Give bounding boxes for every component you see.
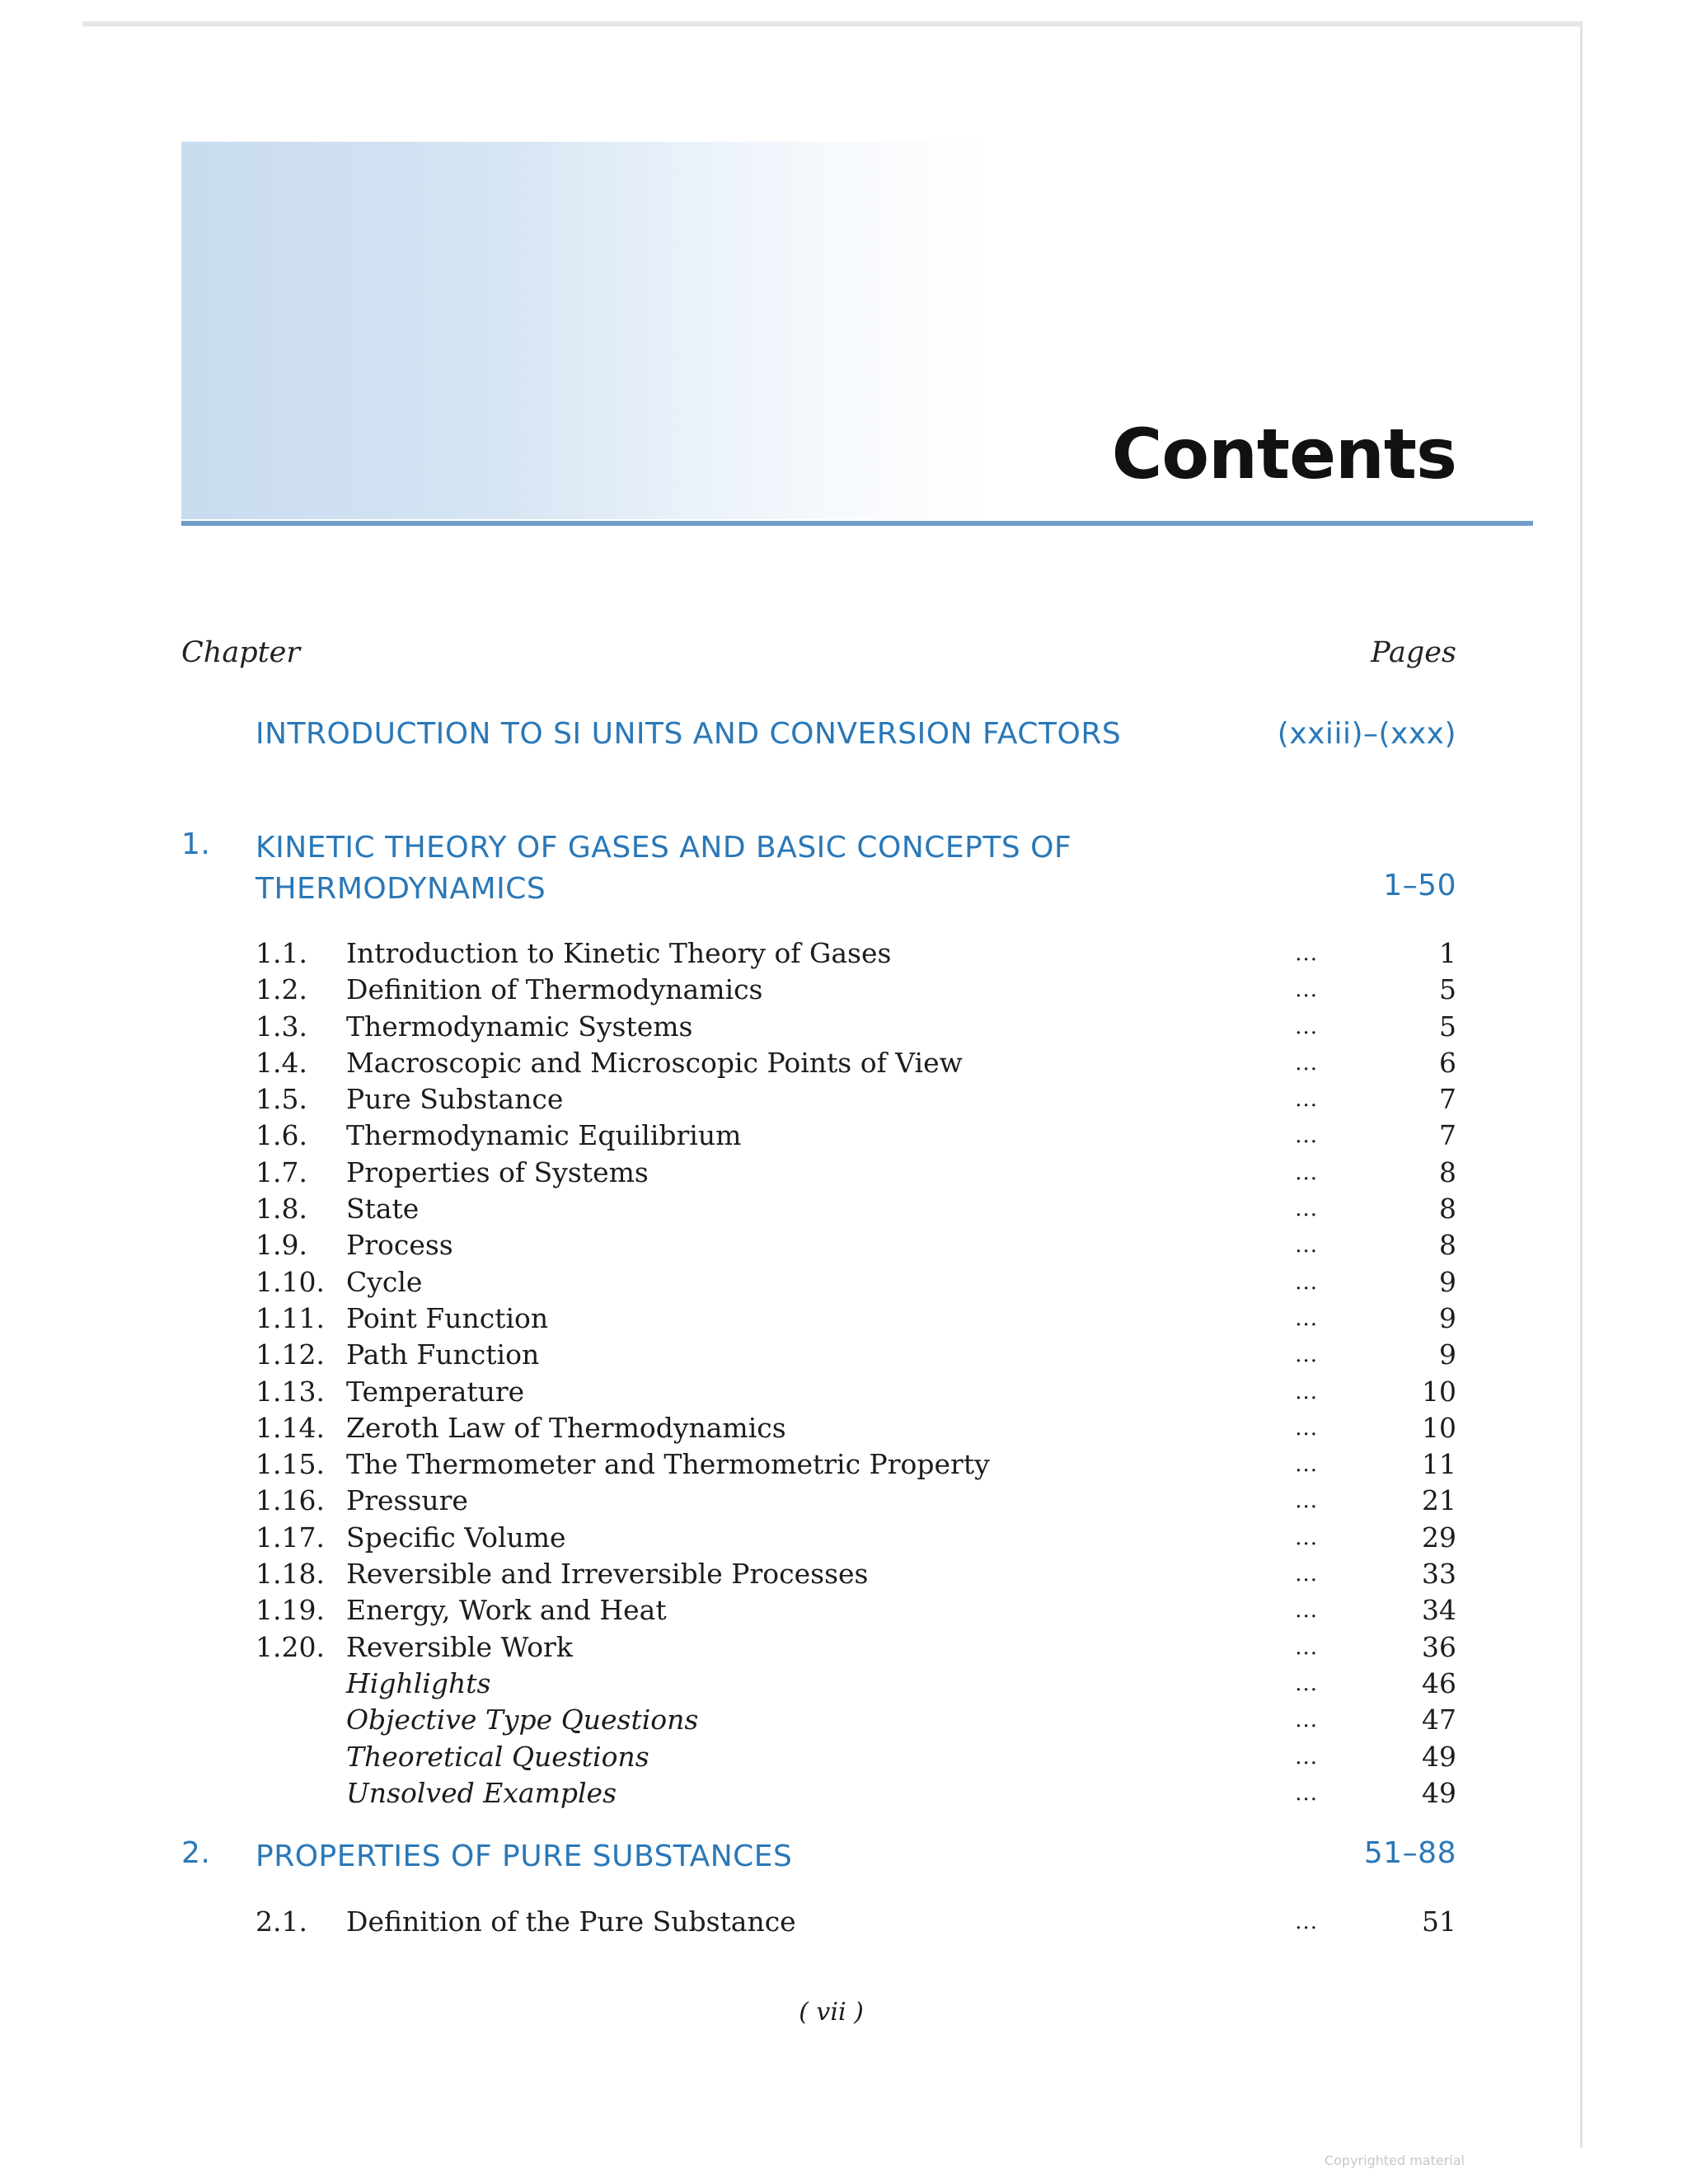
intro-pages: (xxiii)–(xxx) [1277, 717, 1456, 751]
toc-entry [256, 1483, 1456, 1519]
entry-title: Cycle [346, 1265, 423, 1298]
entry-page: 11 [1422, 1448, 1456, 1481]
section-number: 1.9. [256, 1229, 307, 1262]
book-page [82, 21, 1582, 2168]
section-number: 1.3. [256, 1010, 307, 1043]
chapter-title: KINETIC THEORY OF GASES AND BASIC CONCEPTS OF THERMODYNAMICS [256, 831, 1072, 906]
entry-title: Highlights [346, 1666, 491, 1699]
toc-entry [256, 1702, 1456, 1738]
entry-title: Reversible and Irreversible Processes [346, 1558, 869, 1591]
entry-title: Definition of Thermodynamics [346, 973, 763, 1006]
entry-page: 49 [1422, 1740, 1456, 1773]
page-number: ( vii ) [799, 1998, 864, 2027]
entry-title: Path Function [346, 1338, 540, 1371]
leader-dots: ... [1295, 1562, 1318, 1587]
entry-page: 33 [1422, 1558, 1456, 1591]
entry-page: 8 [1439, 1229, 1456, 1262]
entry-title: Zeroth Law of Thermodynamics [346, 1411, 786, 1444]
section-number: 1.14. [256, 1411, 325, 1444]
leader-dots: ... [1295, 977, 1318, 1003]
section-number: 1.11. [256, 1301, 325, 1334]
chapter-number: 1. [181, 827, 211, 861]
entry-page: 5 [1439, 1010, 1456, 1043]
section-number: 1.7. [256, 1155, 307, 1188]
intro-entry [256, 717, 1456, 751]
leader-dots: ... [1295, 1087, 1318, 1113]
intro-title: INTRODUCTION TO SI UNITS AND CONVERSION FACTORS [256, 717, 1122, 751]
section-number: 1.17. [256, 1521, 325, 1554]
leader-dots: ... [1295, 1634, 1318, 1660]
toc-entry [256, 1739, 1456, 1775]
entry-page: 5 [1439, 973, 1456, 1006]
entry-title: The Thermometer and Thermometric Property [346, 1448, 990, 1481]
section-number: 1.12. [256, 1338, 325, 1371]
toc-entry [256, 1775, 1456, 1811]
chapter-pages: 1–50 [1383, 869, 1456, 902]
toc-entry [256, 1118, 1456, 1154]
section-number: 1.6. [256, 1119, 307, 1152]
entry-page: 34 [1422, 1594, 1456, 1627]
toc-entry [256, 1227, 1456, 1263]
section-number: 1.5. [256, 1083, 307, 1116]
toc-entry [256, 1374, 1456, 1410]
entry-page: 8 [1439, 1155, 1456, 1188]
toc-entry [256, 1410, 1456, 1446]
toc-entry [256, 1009, 1456, 1045]
leader-dots: ... [1295, 1014, 1318, 1039]
toc-entry [256, 972, 1456, 1008]
entry-page: 21 [1422, 1484, 1456, 1517]
entry-page: 7 [1439, 1083, 1456, 1116]
entry-title: Objective Type Questions [346, 1704, 699, 1736]
leader-dots: ... [1295, 1780, 1318, 1806]
entry-page: 49 [1422, 1776, 1456, 1809]
entry-page: 47 [1422, 1704, 1456, 1736]
chapter-title: PROPERTIES OF PURE SUBSTANCES [256, 1840, 793, 1873]
toc-entry [256, 1446, 1456, 1483]
leader-dots: ... [1295, 1415, 1318, 1441]
entry-title: Thermodynamic Systems [346, 1010, 693, 1043]
entry-page: 9 [1439, 1265, 1456, 1298]
section-number: 1.13. [256, 1375, 325, 1408]
entry-title: Definition of the Pure Substance [346, 1905, 796, 1938]
entry-title: Energy, Work and Heat [346, 1594, 667, 1627]
chapter-column-header: Chapter [181, 636, 301, 669]
entry-page: 46 [1422, 1666, 1456, 1699]
toc-entry [256, 935, 1456, 972]
leader-dots: ... [1295, 1598, 1318, 1624]
chapter-2-entries [256, 1904, 1456, 1940]
entry-page: 10 [1422, 1375, 1456, 1408]
toc-entry [256, 1155, 1456, 1191]
leader-dots: ... [1295, 1233, 1318, 1258]
section-number: 2.1. [256, 1905, 307, 1938]
toc-entry [256, 1191, 1456, 1227]
leader-dots: ... [1295, 1452, 1318, 1478]
entry-title: State [346, 1193, 420, 1226]
toc-entry [256, 1666, 1456, 1702]
leader-dots: ... [1295, 1269, 1318, 1295]
entry-page: 7 [1439, 1119, 1456, 1152]
leader-dots: ... [1295, 1671, 1318, 1696]
toc-entry [256, 1904, 1456, 1940]
toc-entry [256, 1629, 1456, 1666]
entry-page: 9 [1439, 1301, 1456, 1334]
section-number: 1.15. [256, 1448, 325, 1481]
entry-title: Macroscopic and Microscopic Points of View [346, 1046, 963, 1079]
entry-page: 9 [1439, 1338, 1456, 1371]
entry-title: Theoretical Questions [346, 1740, 649, 1773]
leader-dots: ... [1295, 1305, 1318, 1331]
chapter-number: 2. [181, 1836, 211, 1870]
section-number: 1.2. [256, 973, 307, 1006]
entry-title: Process [346, 1229, 453, 1262]
leader-dots: ... [1295, 1379, 1318, 1404]
leader-dots: ... [1295, 1525, 1318, 1550]
chapter-pages: 51–88 [1363, 1836, 1456, 1870]
section-number: 1.19. [256, 1594, 325, 1627]
leader-dots: ... [1295, 1160, 1318, 1185]
entry-title: Point Function [346, 1301, 549, 1334]
toc-entry [256, 1045, 1456, 1081]
entry-title: Properties of Systems [346, 1155, 649, 1188]
section-number: 1.16. [256, 1484, 325, 1517]
section-number: 1.1. [256, 937, 307, 969]
page-title: Contents [1111, 414, 1456, 494]
leader-dots: ... [1295, 1744, 1318, 1769]
entry-page: 1 [1439, 937, 1456, 969]
section-number: 1.10. [256, 1265, 325, 1298]
entry-page: 6 [1439, 1046, 1456, 1079]
chapter-1-entries [256, 935, 1456, 1811]
entry-title: Pressure [346, 1484, 468, 1517]
leader-dots: ... [1295, 1910, 1318, 1934]
entry-title: Temperature [346, 1375, 525, 1408]
leader-dots: ... [1295, 1488, 1318, 1514]
entry-title: Pure Substance [346, 1083, 564, 1116]
leader-dots: ... [1295, 1343, 1318, 1368]
toc-entry [256, 1301, 1456, 1337]
leader-dots: ... [1295, 1197, 1318, 1222]
entry-page: 51 [1422, 1905, 1456, 1938]
leader-dots: ... [1295, 941, 1318, 966]
entry-page: 29 [1422, 1521, 1456, 1554]
toc-entry [256, 1592, 1456, 1629]
toc-entry [256, 1337, 1456, 1373]
leader-dots: ... [1295, 1123, 1318, 1149]
entry-title: Thermodynamic Equilibrium [346, 1119, 742, 1152]
toc-entry [256, 1081, 1456, 1118]
entry-title: Specific Volume [346, 1521, 566, 1554]
section-number: 1.8. [256, 1193, 307, 1226]
section-number: 1.20. [256, 1630, 325, 1663]
section-number: 1.18. [256, 1558, 325, 1591]
leader-dots: ... [1295, 1708, 1318, 1733]
entry-title: Reversible Work [346, 1630, 573, 1663]
banner-rule [181, 521, 1533, 526]
entry-page: 8 [1439, 1193, 1456, 1226]
pages-column-header: Pages [1371, 636, 1456, 669]
toc-entry [256, 1264, 1456, 1301]
entry-title: Introduction to Kinetic Theory of Gases [346, 937, 892, 969]
toc-entry [256, 1520, 1456, 1556]
toc-entry [256, 1556, 1456, 1592]
copyright-watermark: Copyrighted material [1324, 2153, 1465, 2168]
entry-page: 36 [1422, 1630, 1456, 1663]
entry-title: Unsolved Examples [346, 1776, 617, 1809]
entry-page: 10 [1422, 1411, 1456, 1444]
section-number: 1.4. [256, 1046, 307, 1079]
leader-dots: ... [1295, 1050, 1318, 1076]
